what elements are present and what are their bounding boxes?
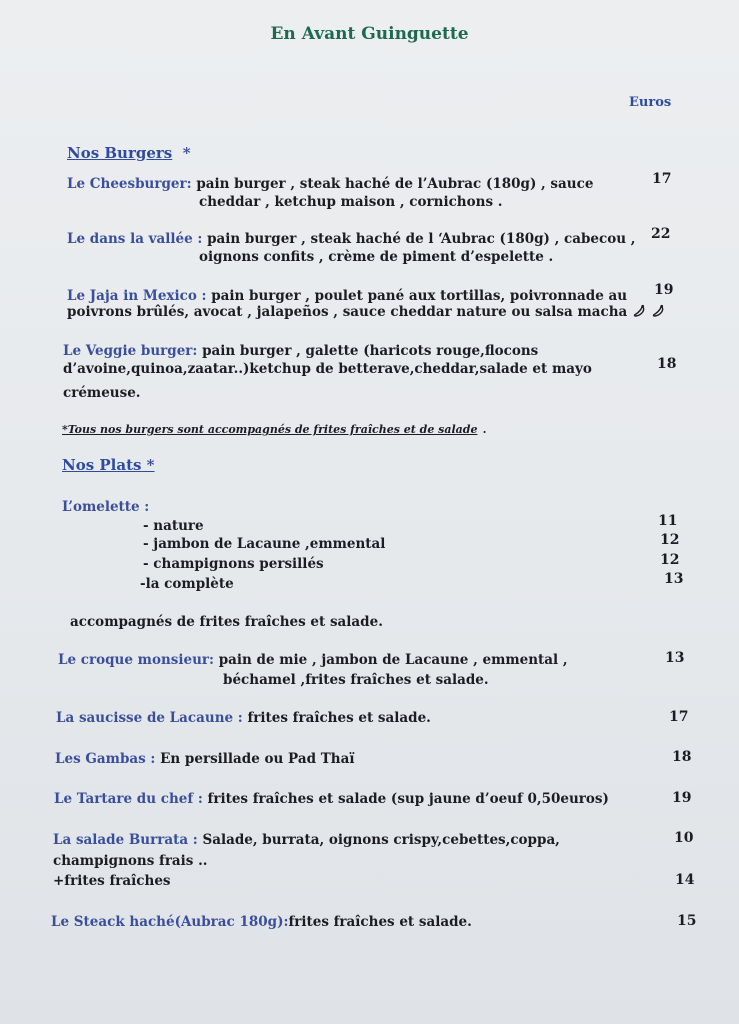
section-heading-burgers — [67, 144, 191, 162]
menu-item-gambas — [55, 751, 354, 767]
omelette-accompaniment: accompagnés de frites fraîches et salade. — [70, 614, 383, 630]
item-name: Le Steack haché(Aubrac 180g): — [51, 914, 289, 930]
menu-item-tartare — [54, 791, 609, 807]
item-price: 18 — [657, 356, 677, 372]
menu-item-saucisse — [56, 710, 431, 726]
item-price: 18 — [672, 749, 692, 765]
item-name: Le Jaja in Mexico : — [67, 288, 207, 304]
item-name: Les Gambas : — [55, 751, 156, 767]
omelette-option-price: 12 — [660, 532, 680, 548]
item-desc-line1: Salade, burrata, oignons crispy,cebettes,coppa, — [197, 832, 560, 848]
item-price: 13 — [665, 650, 685, 666]
item-desc-line1: pain burger , steak haché de l ‘Aubrac (180g) , cabecou , — [202, 231, 636, 247]
omelette-option-price: 13 — [664, 571, 684, 587]
item-price: 19 — [654, 282, 674, 298]
omelette-option: - jambon de Lacaune ,emmental — [143, 536, 386, 552]
item-name: Le Tartare du chef : — [54, 791, 203, 807]
item-name: Le dans la vallée : — [67, 231, 203, 247]
item-desc-line2: béchamel ,frites fraîches et salade. — [223, 672, 489, 688]
item-desc-line2-row — [67, 304, 665, 320]
item-name: La saucisse de Lacaune : — [56, 710, 243, 726]
section-heading-burgers-star: * — [182, 144, 191, 162]
burgers-footnote — [62, 418, 486, 437]
item-desc-line1: pain de mie , jambon de Lacaune , emmental , — [214, 652, 568, 668]
item-desc-line2: champignons frais .. — [53, 853, 208, 869]
item-desc-line2: oignons confits , crème de piment d’espelette . — [199, 249, 554, 265]
burgers-footnote-text: *Tous nos burgers sont accompagnés de frites fraîches et de salade — [62, 423, 478, 436]
item-name: Le Veggie burger: — [63, 343, 198, 359]
item-desc: frites fraîches et salade. — [242, 710, 431, 726]
item-desc-line2: poivrons brûlés, avocat , jalapeños , sauce cheddar nature ou salsa macha — [67, 304, 628, 320]
item-desc-line1: pain burger , poulet pané aux tortillas, poivronnade au — [206, 288, 628, 304]
item-name: Le croque monsieur: — [58, 652, 214, 668]
item-price: 17 — [669, 709, 689, 725]
menu-item-veggie-burger — [63, 343, 538, 359]
item-desc: frites fraîches et salade (sup jaune d’oeuf 0,50euros) — [202, 791, 609, 807]
chili-pepper-icon — [651, 304, 665, 318]
menu-item-dans-la-vallee — [67, 231, 635, 247]
omelette-option-price: 11 — [658, 513, 678, 529]
omelette-option-price: 12 — [660, 552, 680, 568]
item-desc-line2: d’avoine,quinoa,zaatar..)ketchup de betterave,cheddar,salade et mayo — [63, 361, 592, 377]
menu-item-cheesburger — [67, 176, 593, 192]
menu-item-croque-monsieur — [58, 652, 568, 668]
item-price: 19 — [672, 790, 692, 806]
section-heading-burgers-text: Nos Burgers — [67, 144, 173, 162]
item-price: 15 — [677, 913, 697, 929]
item-desc-line2: cheddar , ketchup maison , cornichons . — [199, 194, 503, 210]
burgers-footnote-end: . — [482, 423, 487, 436]
omelette-option: -la complète — [140, 576, 234, 592]
omelette-option: - champignons persillés — [143, 556, 324, 572]
item-desc: frites fraîches et salade. — [288, 914, 472, 930]
menu-item-steack-hache — [51, 914, 472, 930]
omelette-option: - nature — [143, 518, 204, 534]
menu-item-salade-burrata — [53, 832, 560, 848]
item-name: Le Cheesburger: — [67, 176, 192, 192]
chili-pepper-icon — [632, 304, 646, 318]
item-name: La salade Burrata : — [53, 832, 198, 848]
currency-label: Euros — [629, 95, 672, 110]
item-desc-line1: pain burger , steak haché de l’Aubrac (180g) , sauce — [191, 176, 594, 192]
menu-item-omelette: L’omelette : — [62, 499, 150, 515]
item-desc-line3: +frites fraîches — [53, 873, 171, 889]
item-desc: En persillade ou Pad Thaï — [155, 751, 355, 767]
item-price: 17 — [652, 171, 672, 187]
item-desc-line1: pain burger , galette (haricots rouge,flocons — [197, 343, 539, 359]
item-price: 10 — [674, 830, 694, 846]
item-price-with-fries: 14 — [675, 872, 695, 888]
item-desc-line3: crémeuse. — [63, 385, 141, 401]
section-heading-plats: Nos Plats * — [62, 456, 155, 474]
item-price: 22 — [651, 226, 671, 242]
menu-item-jaja-in-mexico — [67, 288, 627, 304]
menu-title: En Avant Guinguette — [270, 24, 469, 44]
